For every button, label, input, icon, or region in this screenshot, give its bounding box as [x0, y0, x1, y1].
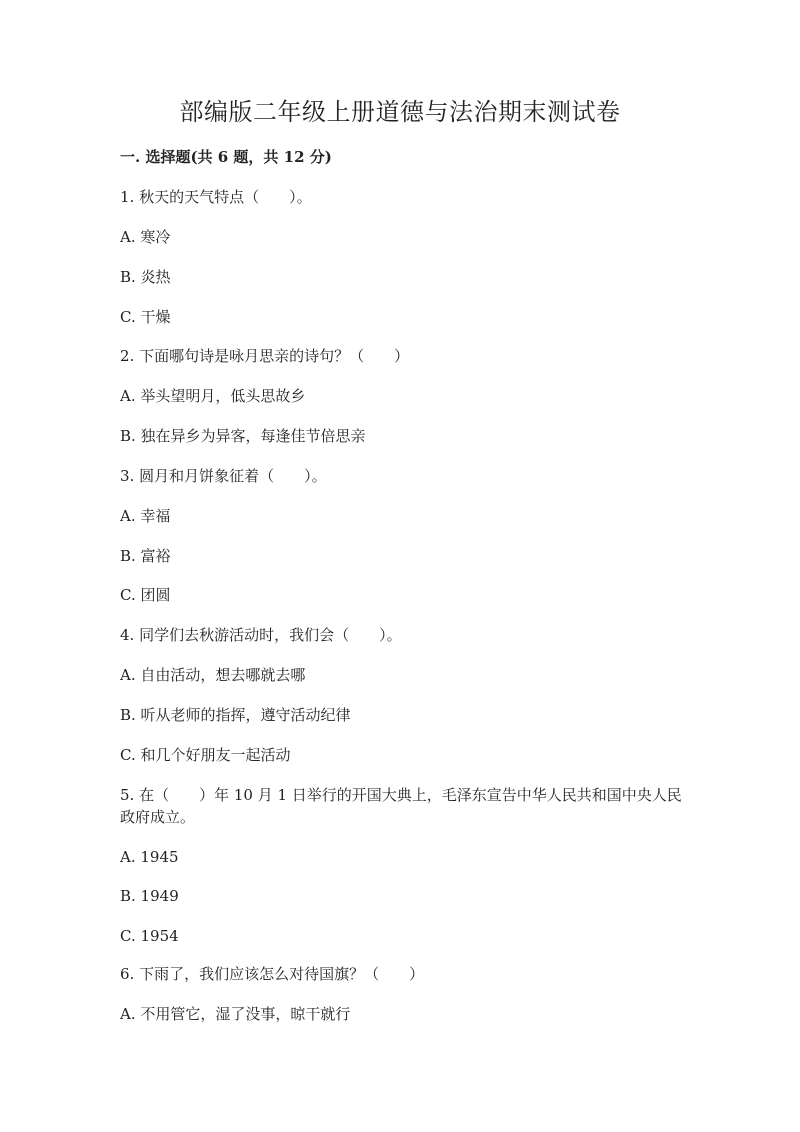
question-2: 2. 下面哪句诗是咏月思亲的诗句？（ ）: [120, 347, 410, 365]
option-3c: C. 团圆: [120, 586, 171, 604]
option-1b: B. 炎热: [120, 268, 171, 286]
question-4: 4. 同学们去秋游活动时，我们会（ ）。: [120, 626, 402, 644]
option-5a: A. 1945: [120, 848, 179, 866]
option-1a: A. 寒冷: [120, 228, 171, 246]
option-5b: B. 1949: [120, 887, 179, 905]
option-2a: A. 举头望明月，低头思故乡: [120, 387, 306, 405]
option-3a: A. 幸福: [120, 507, 171, 525]
option-4a: A. 自由活动，想去哪就去哪: [120, 666, 306, 684]
question-1: 1. 秋天的天气特点（ ）。: [120, 188, 312, 206]
question-3: 3. 圆月和月饼象征着（ ）。: [120, 467, 327, 485]
option-5c: C. 1954: [120, 927, 179, 945]
page-title: 部编版二年级上册道德与法治期末测试卷: [179, 98, 621, 126]
section-heading: 一. 选择题(共 6 题，共 12 分): [120, 148, 332, 166]
option-4b: B. 听从老师的指挥，遵守活动纪律: [120, 706, 351, 724]
option-6a: A. 不用管它，湿了没事，晾干就行: [120, 1005, 351, 1023]
option-4c: C. 和几个好朋友一起活动: [120, 746, 291, 764]
question-5: 5. 在（ ）年 10 月 1 日举行的开国大典上，毛泽东宣告中华人民共和国中央人民政府成立。: [120, 786, 682, 826]
option-1c: C. 干燥: [120, 308, 171, 326]
option-2b: B. 独在异乡为异客，每逢佳节倍思亲: [120, 427, 366, 445]
option-3b: B. 富裕: [120, 547, 171, 565]
question-6: 6. 下雨了，我们应该怎么对待国旗？（ ）: [120, 965, 425, 983]
